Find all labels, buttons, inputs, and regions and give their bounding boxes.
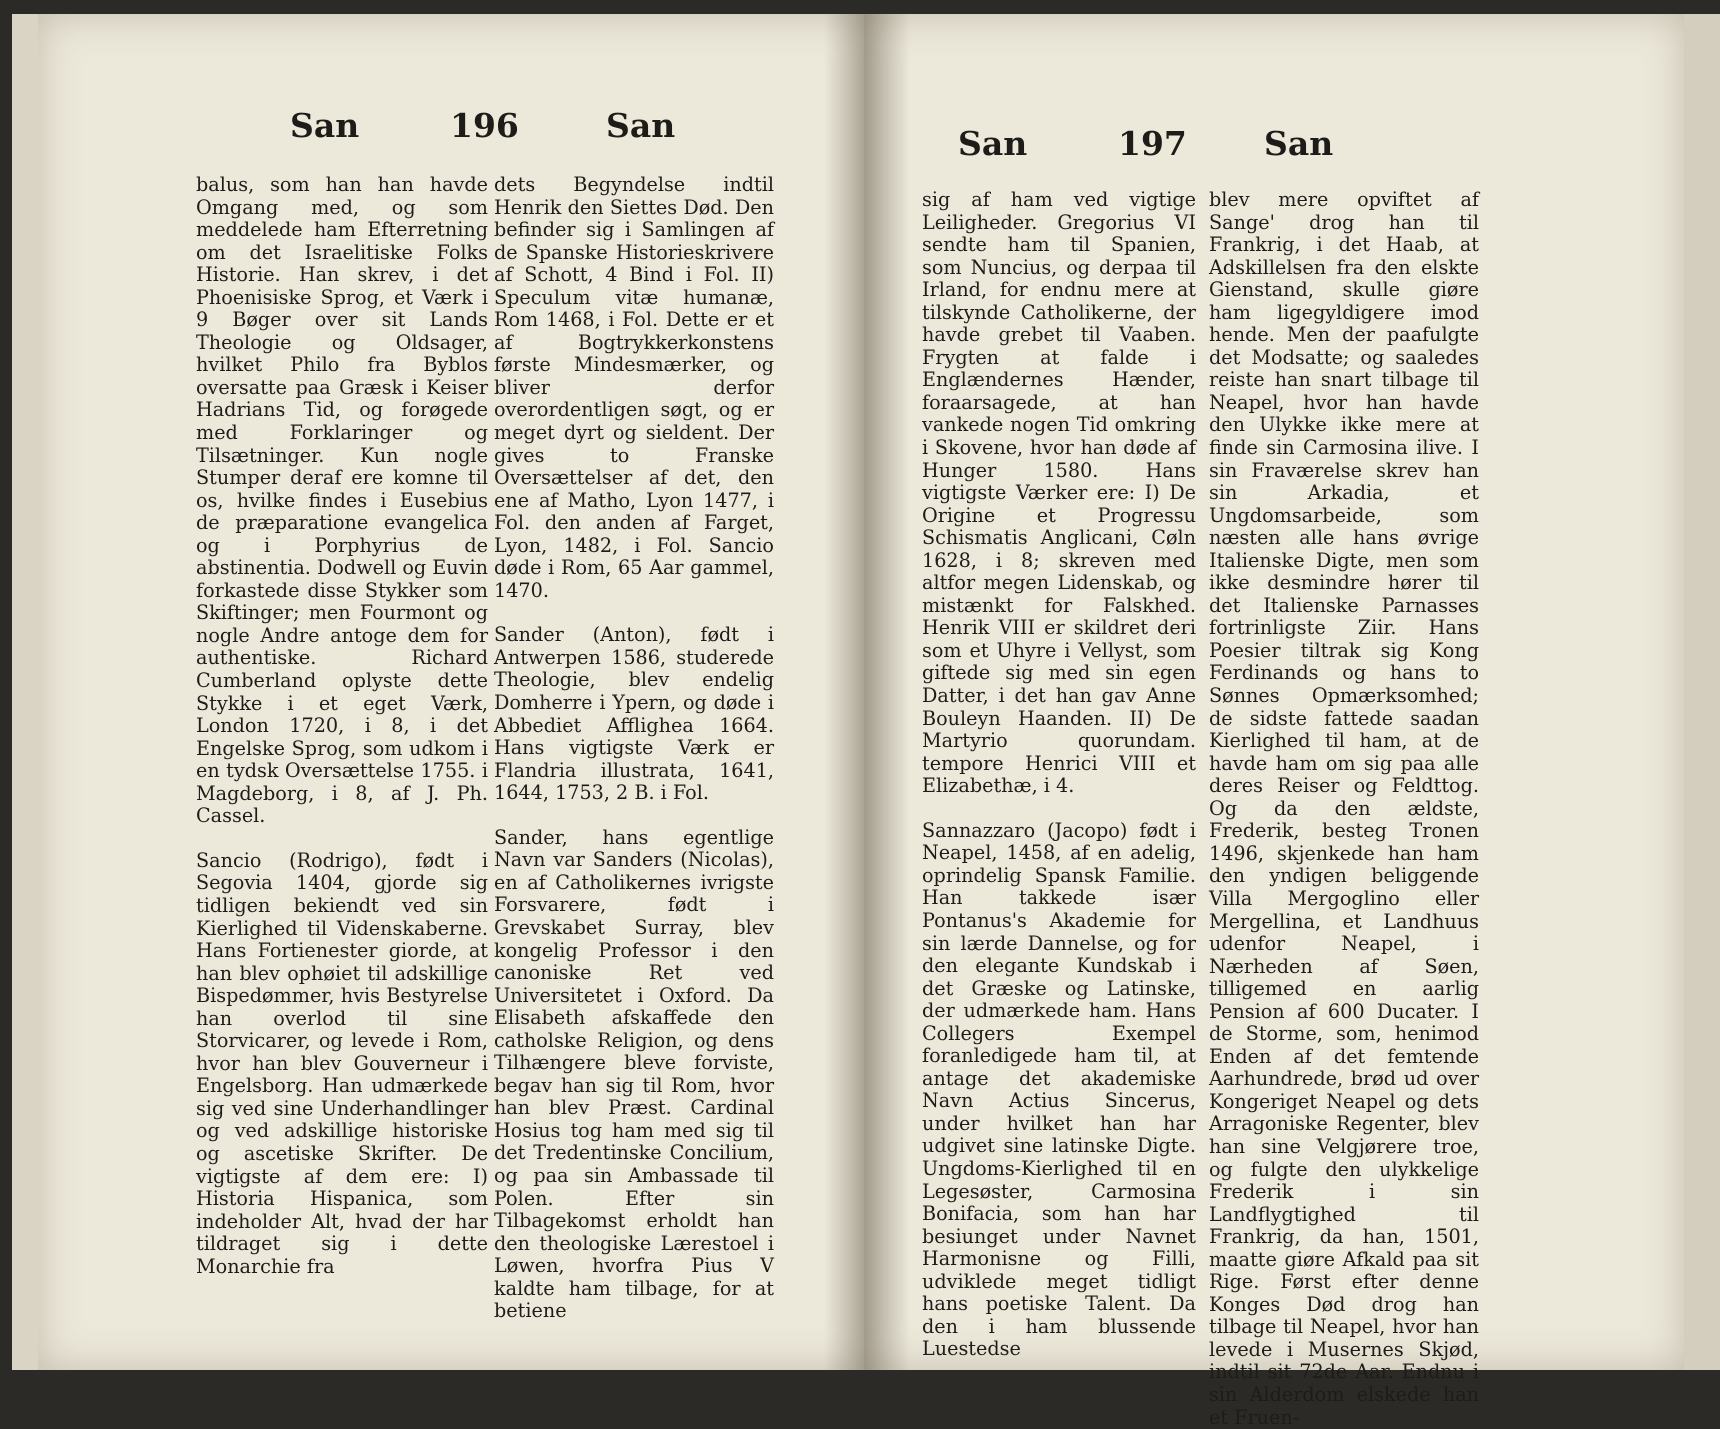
header-left-word: San xyxy=(290,106,360,145)
text-column-2 xyxy=(1209,189,1479,1429)
paragraph: dets Begyndelse indtil Henrik den Siettes Død. Den befinder sig i Samlingen af de Spanske Historieskrivere af Schott, 4 Bind i Fol. II) Speculum vitæ humanæ, Rom 1468, i Fol. Dette er et af Bogtrykkerkonstens første Mindesmærker, og bliver derfor overordentligen søgt, og er meget dyrt og sieldent. Der gives to Franske Oversættelser af det, den ene af Matho, Lyon 1477, i Fol. den anden af Farget, Lyon, 1482, i Fol. Sancio døde i Rom, 65 Aar gammel, 1470. xyxy=(494,173,774,602)
gutter-shadow xyxy=(864,14,910,1370)
page-number: 197 xyxy=(1118,124,1187,163)
header-right-word: San xyxy=(1264,124,1334,163)
running-header xyxy=(864,124,1684,174)
paragraph: Sander, hans egentlige Navn var Sanders (Nicolas), en af Catholikernes ivrigste Forsvarere, født i Grevskabet Surray, blev kongelig Professor i den canoniske Ret ved Universitetet i Oxford. Da Elisabeth afskaffede den catholske Religion, og dens Tilhængere bleve forviste, begav han sig til Rom, hvor han blev Præst. Cardinal Hosius tog ham med sig til det Tredentinske Concilium, og paa sin Ambassade til Polen. Efter sin Tilbagekomst erholdt han den theologiske Lærestoel i Løwen, hvorfra Pius V kaldte ham tilbage, for at betiene xyxy=(494,825,774,1323)
text-column-1 xyxy=(196,174,488,1278)
header-left-word: San xyxy=(958,124,1028,163)
page-number: 196 xyxy=(450,106,519,145)
text-column-2 xyxy=(494,174,774,1323)
text-column-1 xyxy=(922,189,1196,1361)
paragraph: Sander (Anton), født i Antwerpen 1586, studerede Theologie, blev endelig Domherre i Ypern, og døde i Abbediet Afflighea 1664. Hans vigtigste Værk er Flandria illustrata, 1641, 1644, 1753, 2 B. i Fol. xyxy=(494,623,774,805)
paragraph: sig af ham ved vigtige Leiligheder. Gregorius VI sendte ham til Spanien, som Nuncius, og derpaa til Irland, for endnu mere at tilskynde Catholikerne, der havde grebet til Vaaben. Frygten at falde i Englændernes Hænder, foraarsagede, at han vankede nogen Tid omkring i Skovene, hvor han døde af Hunger 1580. Hans vigtigste Værker ere: I) De Origine et Progressu Schismatis Anglicani, Cøln 1628, i 8; skreven med altfor megen Lidenskab, og mistænkt for Falskhed. Henrik VIII er skildret deri som et Uhyre i Vellyst, som giftede sig med sin egen Datter, i det han gav Anne Bouleyn Haanden. II) De Martyrio quorundam. tempore Henrici VIII et Elizabethæ, i 4. xyxy=(922,188,1196,798)
paragraph: Sannazzaro (Jacopo) født i Neapel, 1458, af en adelig, oprindelig Spansk Familie. Han takkede især Pontanus's Akademie for sin lærde Dannelse, og for den elegante Kundskab i det Græske og Latinske, der udmærkede ham. Hans Collegers Exempel foranledigede ham til, at antage det akademiske Navn Actius Sincerus, under hvilket han har udgivet sine latinske Digte. Ungdoms-Kierlighed til en Legesøster, Carmosina Bonifacia, som han har besiunget under Navnet Harmonisne og Filli, udviklede meget tidligt hans poetiske Talent. Da den i ham blussende Luestedse xyxy=(922,818,1196,1361)
header-right-word: San xyxy=(606,106,676,145)
left-page xyxy=(12,14,870,1370)
right-page xyxy=(864,14,1720,1429)
paragraph: balus, som han han havde Omgang med, og som meddelede ham Efterretning om det Israelitiske Folks Historie. Han skrev, i det Phoenisiske Sprog, et Værk i 9 Bøger over sit Lands Theologie og Oldsager, hvilket Philo fra Byblos oversatte paa Græsk i Keiser Hadrians Tid, og forøgede med Forklaringer og Tilsætninger. Kun nogle Stumper deraf ere komne til os, hvilke findes i Eusebius de præparatione evangelica og i Porphyrius de abstinentia. Dodwell og Euvin forkastede disse Stykker som Skiftinger; men Fourmont og nogle Andre antoge dem for authentiske. Richard Cumberland oplyste dette Stykke i et eget Værk, London 1720, i 8, i det Engelske Sprog, som udkom i en tydsk Oversættelse 1755. i Magdeborg, i 8, af J. Ph. Cassel. xyxy=(196,173,488,828)
paragraph: blev mere opviftet af Sange' drog han til Frankrig, i det Haab, at Adskillelsen fra den elskte Gienstand, skulle giøre ham ligegyldigere imod hende. Men der paafulgte det Modsatte; og saaledes reiste han snart tilbage til Neapel, hvor han havde den Ulykke ikke mere at finde sin Carmosina ilive. I sin Fraværelse skrev han sin Arkadia, et Ungdomsarbeide, som næsten alle hans øvrige Italienske Digte, men som ikke desmindre hører til det Italienske Parnasses fortrinligste Ziir. Hans Poesier tiltrak sig Kong Ferdinands og hans to Sønnes Opmærksomhed; de sidste fattede saadan Kierlighed til ham, at de havde ham om sig paa alle deres Reiser og Feldttog. Og da den ældste, Frederik, besteg Tronen 1496, skjenkede han ham den yndigen beliggende Villa Mergoglino eller Mergellina, et Landhuus udenfor Neapel, i Nærheden af Søen, tilligemed en aarlig Pension af 600 Ducater. I de Storme, som, henimod Enden af det femtende Aarhundrede, brød ud over Kongeriget Neapel og dets Arragoniske Regenter, blev han sine Velgjørere troe, og fulgte den ulykkelige Frederik i sin Landflygtighed til Frankrig, da han, 1501, maatte giøre Afkald paa sit Rige. Først efter denne Konges Død drog han tilbage til Neapel, hvor han levede i Musernes Skjød, indtil sit 72de Aar. Endnu i sin Alderdom elskede han et Fruen- xyxy=(1209,188,1479,1429)
paragraph: Sancio (Rodrigo), født i Segovia 1404, gjorde sig tidligen bekiendt ved sin Kierlighed til Videnskaberne. Hans Fortienester giorde, at han blev ophøiet til adskillige Bispedømmer, hvis Bestyrelse han overlod til sine Storvicarer, og levede i Rom, hvor han blev Gouverneur i Engelsborg. Han udmærkede sig ved sine Underhandlinger og ved adskillige historiske og ascetiske Skrifter. De vigtigste af dem ere: I) Historia Hispanica, som indeholder Alt, hvad der har tildraget sig i dette Monarchie fra xyxy=(196,848,488,1278)
running-header xyxy=(38,106,870,156)
